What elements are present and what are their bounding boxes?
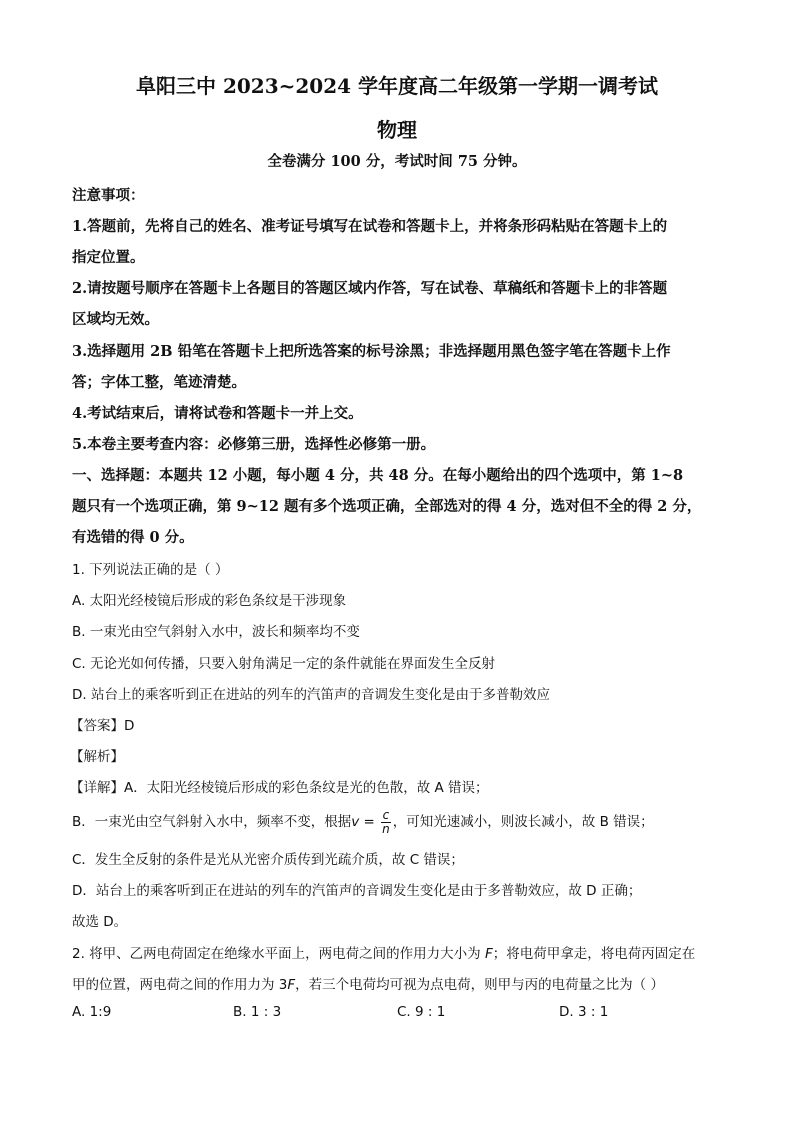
q2-stem-2-pre: 甲的位置，两电荷之间的作用力为 3 <box>72 977 288 993</box>
section-1-line-1: 一、选择题：本题共 12 小题，每小题 4 分，共 48 分。在每小题给出的四个选项中，第 1~8 <box>72 467 684 484</box>
note-2-line-2: 区域均无效。 <box>72 311 159 328</box>
q1-conclusion: 故选 D。 <box>72 914 128 930</box>
note-3-line-2: 答；字体工整，笔迹清楚。 <box>72 374 246 391</box>
notes-heading: 注意事项： <box>72 187 145 204</box>
q2-var-3f: F <box>287 977 296 993</box>
q1-detail-a <box>70 776 730 796</box>
formula-v: v <box>351 814 360 830</box>
q2-stem-line-1 <box>72 942 732 962</box>
q1-option-b: B. 一束光由空气斜射入水中，波长和频率均不变 <box>72 624 360 640</box>
detail-b-post: ，可知光速减小，则波长减小，故 B 错误； <box>392 814 654 830</box>
note-2-line-1: 2.请按题号顺序在答题卡上各题目的答题区域内作答，写在试卷、草稿纸和答题卡上的非答题 <box>72 280 668 297</box>
exam-title: 阜阳三中 2023~2024 学年度高二年级第一学期一调考试 <box>135 74 658 98</box>
formula-equals: = <box>359 814 380 830</box>
answer-value: D <box>124 718 135 734</box>
q1-detail-b <box>72 802 732 842</box>
note-5: 5.本卷主要考查内容：必修第三册，选择性必修第一册。 <box>72 436 436 453</box>
q1-answer <box>70 714 730 734</box>
answer-label: 【答案】 <box>70 718 124 734</box>
detail-b-pre: B．一束光由空气斜射入水中，频率不变，根据 <box>72 814 352 830</box>
q2-option-a: A. 1:9 <box>72 1004 112 1020</box>
q2-option-c: C. 9 : 1 <box>397 1004 446 1020</box>
q2-stem-1-post: ；将电荷甲拿走，将电荷丙固定在 <box>492 946 696 962</box>
detail-label: 【详解】 <box>70 780 124 796</box>
q2-stem-1-pre: 2. 将甲、乙两电荷固定在绝缘水平面上，两电荷之间的作用力大小为 <box>72 946 485 962</box>
detail-a-text: A．太阳光经棱镜后形成的彩色条纹是光的色散，故 A 错误； <box>124 780 489 796</box>
q2-option-b: B. 1 : 3 <box>233 1004 282 1020</box>
section-1-line-3: 有选错的得 0 分。 <box>72 529 194 546</box>
q2-var-f: F <box>484 946 493 962</box>
q1-stem: 1. 下列说法正确的是（ ） <box>72 562 229 578</box>
note-1-line-1: 1.答题前，先将自己的姓名、准考证号填写在试卷和答题卡上，并将条形码粘贴在答题卡上的 <box>72 218 668 235</box>
q1-detail-c: C．发生全反射的条件是光从光密介质传到光疏介质，故 C 错误； <box>72 852 464 868</box>
q2-stem-line-2 <box>72 973 732 993</box>
q1-option-c: C. 无论光如何传播，只要入射角满足一定的条件就能在界面发生全反射 <box>72 656 496 672</box>
exam-subject: 物理 <box>377 118 417 142</box>
score-time-info: 全卷满分 100 分，考试时间 75 分钟。 <box>267 153 527 170</box>
formula-fraction <box>381 809 391 836</box>
section-1-line-2: 题只有一个选项正确，第 9~12 题有多个选项正确，全部选对的得 4 分，选对但不全的得 2 分， <box>72 498 702 515</box>
q1-detail-d: D．站台上的乘客听到正在进站的列车的汽笛声的音调发生变化是由于多普勒效应，故 D 正确； <box>72 883 642 899</box>
note-4: 4.考试结束后，请将试卷和答题卡一并上交。 <box>72 405 363 422</box>
q1-option-d: D. 站台上的乘客听到正在进站的列车的汽笛声的音调发生变化是由于多普勒效应 <box>72 687 550 703</box>
q1-option-a: A. 太阳光经棱镜后形成的彩色条纹是干涉现象 <box>72 593 347 609</box>
q2-stem-2-post: ，若三个电荷均可视为点电荷，则甲与丙的电荷量之比为（ ） <box>295 977 664 993</box>
formula-numerator: c <box>382 807 390 822</box>
q2-option-d: D. 3 : 1 <box>559 1004 609 1020</box>
formula-denominator: n <box>382 821 390 836</box>
note-1-line-2: 指定位置。 <box>72 249 145 266</box>
note-3-line-1: 3.选择题用 2B 铅笔在答题卡上把所选答案的标号涂黑；非选择题用黑色签字笔在答题卡上作 <box>72 343 671 360</box>
q1-analysis-label: 【解析】 <box>70 749 124 765</box>
